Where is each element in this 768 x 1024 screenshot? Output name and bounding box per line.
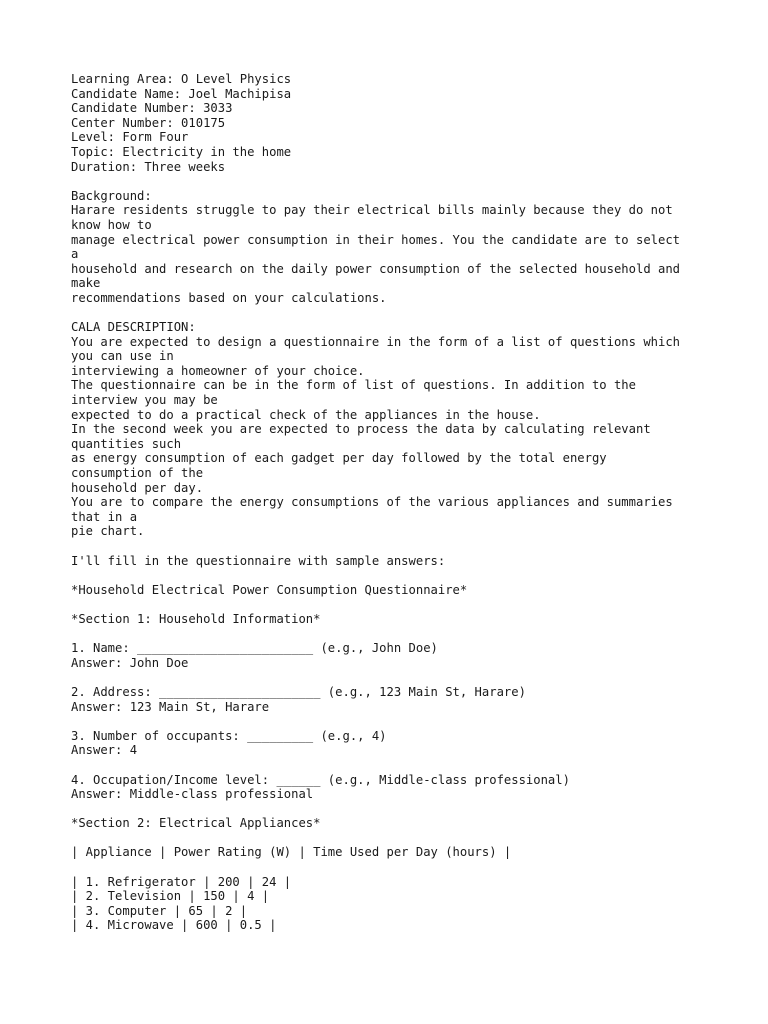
- cala-line: You are expected to design a questionnaire in the form of a list of questions which: [71, 334, 681, 349]
- duration: Duration: Three weeks: [71, 159, 226, 174]
- center-number: Center Number: 010175: [71, 115, 226, 130]
- cala-line: The questionnaire can be in the form of list of questions. In addition to the: [71, 378, 636, 393]
- cala-line: pie chart.: [71, 524, 145, 539]
- background-line: know how to: [71, 217, 152, 232]
- question-occupants: 3. Number of occupants: _________ (e.g., 4): [71, 728, 387, 743]
- background-line: make: [71, 276, 101, 291]
- cala-heading: CALA DESCRIPTION:: [71, 320, 196, 335]
- table-row: | 3. Computer | 65 | 2 |: [71, 903, 248, 918]
- background-heading: Background:: [71, 188, 152, 203]
- table-row: | 4. Microwave | 600 | 0.5 |: [71, 918, 277, 933]
- question-occupation: 4. Occupation/Income level: ______ (e.g., Middle-class professional): [71, 772, 570, 787]
- background-line: Harare residents struggle to pay their electrical bills mainly because they do not: [71, 203, 673, 218]
- cala-line: quantities such: [71, 436, 182, 451]
- candidate-number: Candidate Number: 3033: [71, 101, 233, 116]
- candidate-name: Candidate Name: Joel Machipisa: [71, 86, 292, 101]
- cala-line: that in a: [71, 509, 138, 524]
- section-appliances: [71, 816, 721, 933]
- cala-line: In the second week you are expected to process the data by calculating relevant: [71, 422, 651, 437]
- answer-occupants: Answer: 4: [71, 743, 138, 758]
- learning-area: Learning Area: O Level Physics: [71, 72, 292, 86]
- background-line: manage electrical power consumption in their homes. You the candidate are to select: [71, 232, 681, 247]
- question-name: 1. Name: ________________________ (e.g., John Doe): [71, 641, 438, 656]
- level: Level: Form Four: [71, 130, 189, 145]
- background-line: household and research on the daily power consumption of the selected household and: [71, 261, 681, 276]
- cala-line: as energy consumption of each gadget per day followed by the total energy: [71, 451, 607, 466]
- cala-line: expected to do a practical check of the appliances in the house.: [71, 407, 541, 422]
- table-row: | 2. Television | 150 | 4 |: [71, 889, 270, 904]
- cala-line: consumption of the: [71, 466, 204, 481]
- answer-name: Answer: John Doe: [71, 655, 189, 670]
- background-line: a: [71, 247, 79, 262]
- question-address: 2. Address: ______________________ (e.g., 123 Main St, Harare): [71, 684, 526, 699]
- cala-line: You are to compare the energy consumptions of the various appliances and summaries: [71, 495, 673, 510]
- table-header: | Appliance | Power Rating (W) | Time Used per Day (hours) |: [71, 845, 512, 860]
- cala-line: household per day.: [71, 480, 204, 495]
- section-household-info: [71, 612, 721, 802]
- cala-line: you can use in: [71, 349, 174, 364]
- answer-occupation: Answer: Middle-class professional: [71, 787, 314, 802]
- background-line: recommendations based on your calculations.: [71, 290, 387, 305]
- cala-line: interview you may be: [71, 393, 218, 408]
- answer-address: Answer: 123 Main St, Harare: [71, 699, 270, 714]
- intro-text: I'll fill in the questionnaire with sample answers:: [71, 553, 446, 568]
- section2-heading: *Section 2: Electrical Appliances*: [71, 816, 321, 831]
- questionnaire-title: *Household Electrical Power Consumption Questionnaire*: [71, 582, 468, 597]
- cala-section: [71, 320, 721, 539]
- header-block: [71, 72, 721, 174]
- document-page: [71, 72, 721, 933]
- section1-heading: *Section 1: Household Information*: [71, 611, 321, 626]
- table-row: | 1. Refrigerator | 200 | 24 |: [71, 874, 292, 889]
- cala-line: interviewing a homeowner of your choice.: [71, 363, 365, 378]
- topic: Topic: Electricity in the home: [71, 144, 292, 159]
- background-section: [71, 189, 721, 306]
